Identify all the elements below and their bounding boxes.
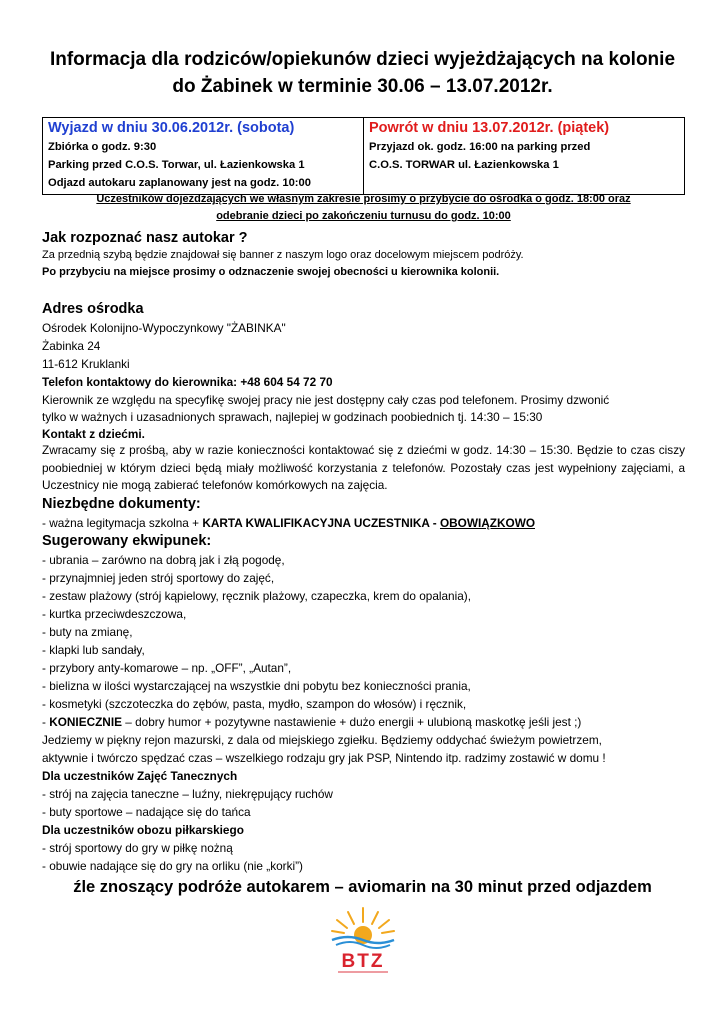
departure-place: Parking przed C.O.S. Torwar, ul. Łazienkowska 1: [48, 159, 305, 171]
documents-line: [42, 514, 685, 532]
equipment-item-rest: – dobry humor + pozytywne nastawienie + dużo energii + ulubioną maskotkę jeśli jest ;): [121, 715, 582, 729]
equipment-item-mandatory: [42, 713, 685, 731]
equipment-item: - buty na zmianę,: [42, 625, 133, 639]
equipment-item: - bielizna w ilości wystarczającej na wszystkie dni pobytu bez konieczności prania,: [42, 679, 471, 693]
equipment-item: - klapki lub sandały,: [42, 643, 145, 657]
address-postal: 11-612 Kruklanki: [42, 357, 130, 371]
travel-sickness-note: źle znoszący podróże autokarem – aviomarin na 30 minut przed odjazdem: [73, 878, 652, 896]
dance-list: [42, 785, 685, 821]
departure-time: Odjazd autokaru zaplanowany jest na godz. 10:00: [48, 177, 311, 189]
dance-item: - strój na zajęcia taneczne – luźny, niekrępujący ruchów: [42, 787, 333, 801]
equipment-item-keyword: KONIECZNIE: [49, 715, 122, 729]
equipment-item-dash: -: [42, 715, 50, 729]
equipment-paragraph-line-1: Jedziemy w piękny rejon mazurski, z dala od miejskiego zgiełku. Będziemy oddychać świeżym powietrzem,: [42, 733, 602, 747]
return-place: C.O.S. TORWAR ul. Łazienkowska 1: [369, 159, 559, 171]
departure-heading: Wyjazd w dniu 30.06.2012r. (sobota): [48, 120, 295, 136]
page-title: [20, 46, 705, 100]
btz-logo: [318, 904, 408, 979]
contact-text: Zwracamy się z prośbą, aby w razie konieczności kontaktować się z dziećmi w godz. 14:30 – 15:30. Będzie to czas ciszy poobiedniej w którym dzieci będą miały możliwość korzystania z telefonów. Pozostały czas jest wypełniony zajęciami, a Uczestnicy nie mogą zabierać telefonów komórkowych na zajęcia.: [42, 443, 685, 492]
football-heading: Dla uczestników obozu piłkarskiego: [42, 823, 244, 837]
title-line-1: Informacja dla rodziców/opiekunów dzieci wyjeżdżających na kolonie: [49, 49, 676, 70]
phone-note-line-2: tylko w ważnych i uzasadnionych sprawach, najlepiej w godzinach poobiednich tj. 14:30 – 15:30: [42, 410, 543, 424]
documents-heading: Niezbędne dokumenty:: [42, 496, 201, 512]
travel-info-table: [42, 117, 685, 195]
documents-card: KARTA KWALIFIKACYJNA UCZESTNIKA -: [202, 516, 440, 530]
address-name: Ośrodek Kolonijno-Wypoczynkowy "ŻABINKA": [42, 321, 286, 335]
dance-heading: Dla uczestników Zajęć Tanecznych: [42, 769, 238, 783]
departure-cell: [43, 118, 364, 195]
equipment-heading: Sugerowany ekwipunek:: [42, 533, 212, 549]
logo-text: BTZ: [341, 951, 385, 972]
return-arrival: Przyjazd ok. godz. 16:00 na parking przed: [369, 141, 591, 153]
title-line-2: do Żabinek w terminie 30.06 – 13.07.2012r.: [172, 76, 553, 97]
equipment-item: - ubrania – zarówno na dobrą jak i złą pogodę,: [42, 553, 285, 567]
bus-banner-text: Za przednią szybą będzie znajdował się banner z naszym logo oraz docelowym miejscem podróży.: [42, 249, 524, 261]
bus-heading: Jak rozpoznać nasz autokar ?: [42, 230, 248, 246]
bus-arrival-text: Po przybyciu na miejsce prosimy o odznaczenie swojej obecności u kierownika kolonii.: [42, 266, 500, 278]
equipment-item: - zestaw plażowy (strój kąpielowy, ręcznik plażowy, czapeczka, krem do opalania),: [42, 589, 472, 603]
sun-waves-logo-icon: [332, 908, 394, 948]
notice-line-1: Uczestników dojeżdżających we własnym zakresie prosimy o przybycie do ośrodka o godz. 18:00 oraz: [96, 193, 631, 205]
football-item: - obuwie nadające się do gry na orliku (nie „korki”): [42, 859, 303, 873]
departure-gathering: Zbiórka o godz. 9:30: [48, 141, 157, 153]
contact-heading: Kontakt z dziećmi.: [42, 427, 145, 441]
equipment-list: [42, 551, 685, 767]
manager-phone: Telefon kontaktowy do kierownika: +48 604 54 72 70: [42, 375, 333, 389]
documents-mandatory: OBOWIĄZKOWO: [439, 516, 535, 530]
football-item: - strój sportowy do gry w piłkę nożną: [42, 841, 233, 855]
equipment-item: - kosmetyki (szczoteczka do zębów, pasta, mydło, szampon do włosów) i ręcznik,: [42, 697, 467, 711]
documents-prefix: - ważna legitymacja szkolna +: [42, 516, 203, 530]
equipment-item: - przynajmniej jeden strój sportowy do zajęć,: [42, 571, 275, 585]
equipment-item: - przybory anty-komarowe – np. „OFF”, „Autan”,: [42, 661, 292, 675]
return-heading: Powrót w dniu 13.07.2012r. (piątek): [369, 120, 610, 136]
equipment-item: - kurtka przeciwdeszczowa,: [42, 607, 187, 621]
dance-item: - buty sportowe – nadające się do tańca: [42, 805, 251, 819]
return-cell: [364, 118, 685, 195]
phone-note-line-1: Kierownik ze względu na specyfikę swojej pracy nie jest dostępny cały czas pod telefonem. Prosimy dzwonić: [42, 393, 610, 407]
logo-tagline: [338, 971, 388, 973]
equipment-paragraph-line-2: aktywnie i twórczo spędzać czas – wszelkiego rodzaju gry jak PSP, Nintendo itp. radzimy zostawić w domu !: [42, 751, 606, 765]
address-street: Żabinka 24: [42, 339, 101, 353]
address-heading: Adres ośrodka: [42, 301, 144, 317]
football-list: [42, 839, 685, 875]
notice-line-2: odebranie dzieci po zakończeniu turnusu do godz. 10:00: [216, 210, 511, 222]
self-arrival-notice: [42, 191, 685, 225]
